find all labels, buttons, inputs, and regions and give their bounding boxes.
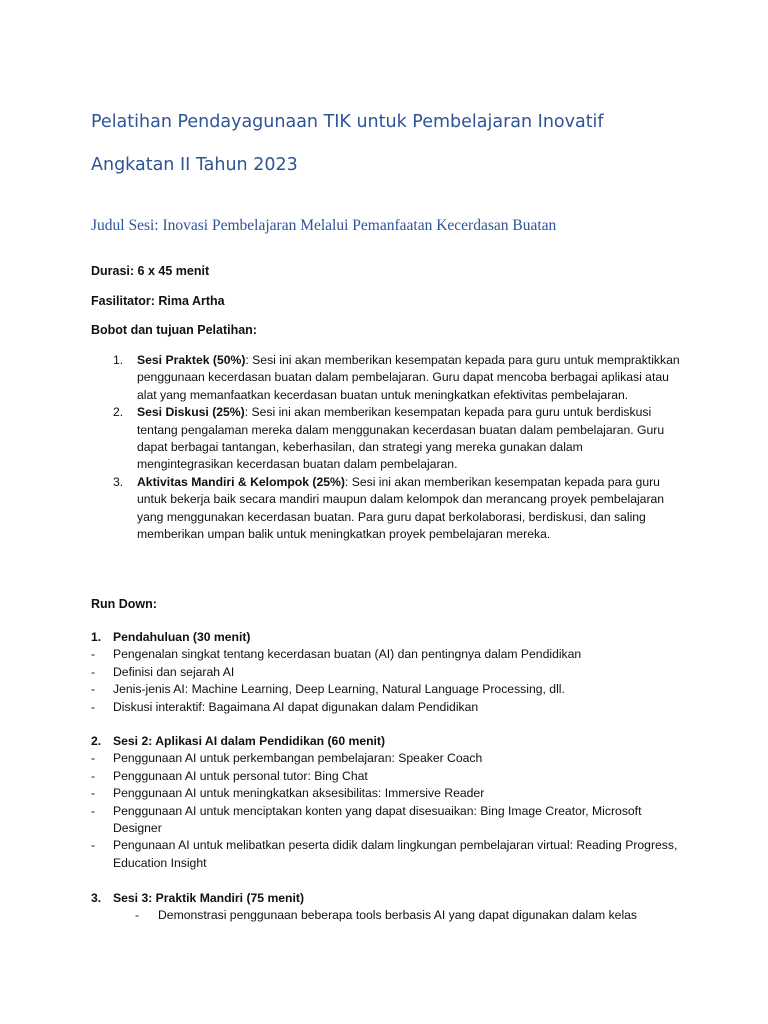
goal-number: 3. <box>113 474 124 489</box>
rundown-section-title <box>91 733 691 750</box>
rundown-title: Sesi 2: Aplikasi AI dalam Pendidikan (60 menit) <box>113 734 386 748</box>
list-item-text: Penggunaan AI untuk perkembangan pembelajaran: Speaker Coach <box>113 751 483 766</box>
list-item <box>91 699 691 716</box>
list-item-text: Demonstrasi penggunaan beberapa tools berbasis AI yang dapat digunakan dalam kelas <box>158 908 638 923</box>
session-title: Judul Sesi: Inovasi Pembelajaran Melalui Pemanfaatan Kecerdasan Buatan <box>91 217 557 234</box>
list-item-text: Jenis-jenis AI: Machine Learning, Deep Learning, Natural Language Processing, dll. <box>113 682 565 697</box>
rundown-section-title <box>91 890 691 907</box>
rundown-heading: Run Down: <box>91 597 157 611</box>
rundown-title: Pendahuluan (30 menit) <box>113 630 251 644</box>
dash-bullet: - <box>91 803 96 818</box>
goals-list <box>91 352 681 543</box>
dash-bullet: - <box>91 786 96 801</box>
dash-bullet: - <box>91 664 96 679</box>
goal-text: : Sesi ini akan memberikan kesempatan kepada para guru untuk berdiskusi tentang pengalaman mereka dalam menggunakan kecerdasan buatan dalam pembelajaran. Guru dapat berbagai tantangan, keberhasilan, dan strategi yang mereka gunakan dalam mengintegrasikan kecerdasan buatan dalam pembelajaran. <box>137 405 665 472</box>
dash-bullet: - <box>91 838 96 853</box>
rundown-number: 2. <box>91 734 102 748</box>
duration-text: Durasi: 6 x 45 menit <box>91 264 210 278</box>
rundown-section <box>91 629 691 716</box>
dash-bullet: - <box>91 682 96 697</box>
list-item <box>91 837 691 872</box>
document-subtitle: Angkatan II Tahun 2023 <box>91 155 298 175</box>
rundown-section <box>91 890 691 925</box>
list-item <box>91 664 691 681</box>
goal-item <box>91 474 681 544</box>
rundown-section <box>91 733 691 872</box>
dash-bullet: - <box>91 751 96 766</box>
goal-label: Sesi Diskusi (25%) <box>137 405 245 420</box>
goal-number: 1. <box>113 353 124 367</box>
rundown-title: Sesi 3: Praktik Mandiri (75 menit) <box>113 891 305 905</box>
list-item <box>91 785 691 802</box>
rundown-number: 3. <box>91 891 102 905</box>
dash-bullet: - <box>91 647 96 662</box>
list-item <box>91 907 691 924</box>
list-item <box>91 750 691 767</box>
rundown-items <box>91 907 691 924</box>
list-item <box>91 681 691 698</box>
dash-bullet: - <box>91 699 96 714</box>
rundown-number: 1. <box>91 630 102 644</box>
list-item-text: Penggunaan AI untuk personal tutor: Bing Chat <box>113 768 368 783</box>
list-item <box>91 646 691 663</box>
goal-label: Aktivitas Mandiri & Kelompok (25%) <box>137 474 345 489</box>
list-item <box>91 803 691 838</box>
list-item-text: Pengunaan AI untuk melibatkan peserta didik dalam lingkungan pembelajaran virtual: Reading Progress, Education Insight <box>113 838 678 870</box>
facilitator-text: Fasilitator: Rima Artha <box>91 294 225 308</box>
goal-text: : Sesi ini akan memberikan kesempatan kepada para guru untuk mempraktikkan penggunaan kecerdasan buatan dalam pembelajaran. Guru dapat mencoba berbagai aplikasi atau alat yang memanfaatkan kecerdasan buatan untuk meningkatkan efektivitas pembelajaran. <box>137 353 680 402</box>
list-item-text: Pengenalan singkat tentang kecerdasan buatan (AI) dan pentingnya dalam Pendidikan <box>113 647 582 662</box>
goal-text: : Sesi ini akan memberikan kesempatan kepada para guru untuk bekerja baik secara mandiri maupun dalam kelompok dan merancang proyek pembelajaran yang menggunakan kecerdasan buatan. Para guru dapat berkolaborasi, berdiskusi, dan saling memberikan umpan balik untuk meningkatkan proyek pembelajaran mereka. <box>137 474 665 542</box>
dash-bullet: - <box>91 768 96 783</box>
goal-number: 2. <box>113 405 124 420</box>
weights-heading: Bobot dan tujuan Pelatihan: <box>91 323 257 337</box>
rundown-section-title <box>91 629 691 646</box>
list-item-text: Penggunaan AI untuk menciptakan konten yang dapat disesuaikan: Bing Image Creator, Microsoft Designer <box>113 803 642 836</box>
rundown-items <box>91 750 691 872</box>
list-item-text: Definisi dan sejarah AI <box>113 664 235 679</box>
goal-item <box>91 352 681 404</box>
document-title: Pelatihan Pendayagunaan TIK untuk Pembelajaran Inovatif <box>91 112 604 132</box>
dash-bullet: - <box>135 908 140 923</box>
list-item-text: Diskusi interaktif: Bagaimana AI dapat digunakan dalam Pendidikan <box>113 699 479 714</box>
rundown-items <box>91 646 691 716</box>
list-item <box>91 768 691 785</box>
list-item-text: Penggunaan AI untuk meningkatkan aksesibilitas: Immersive Reader <box>113 786 485 801</box>
goal-label: Sesi Praktek (50%) <box>137 353 246 367</box>
goal-item <box>91 404 681 474</box>
